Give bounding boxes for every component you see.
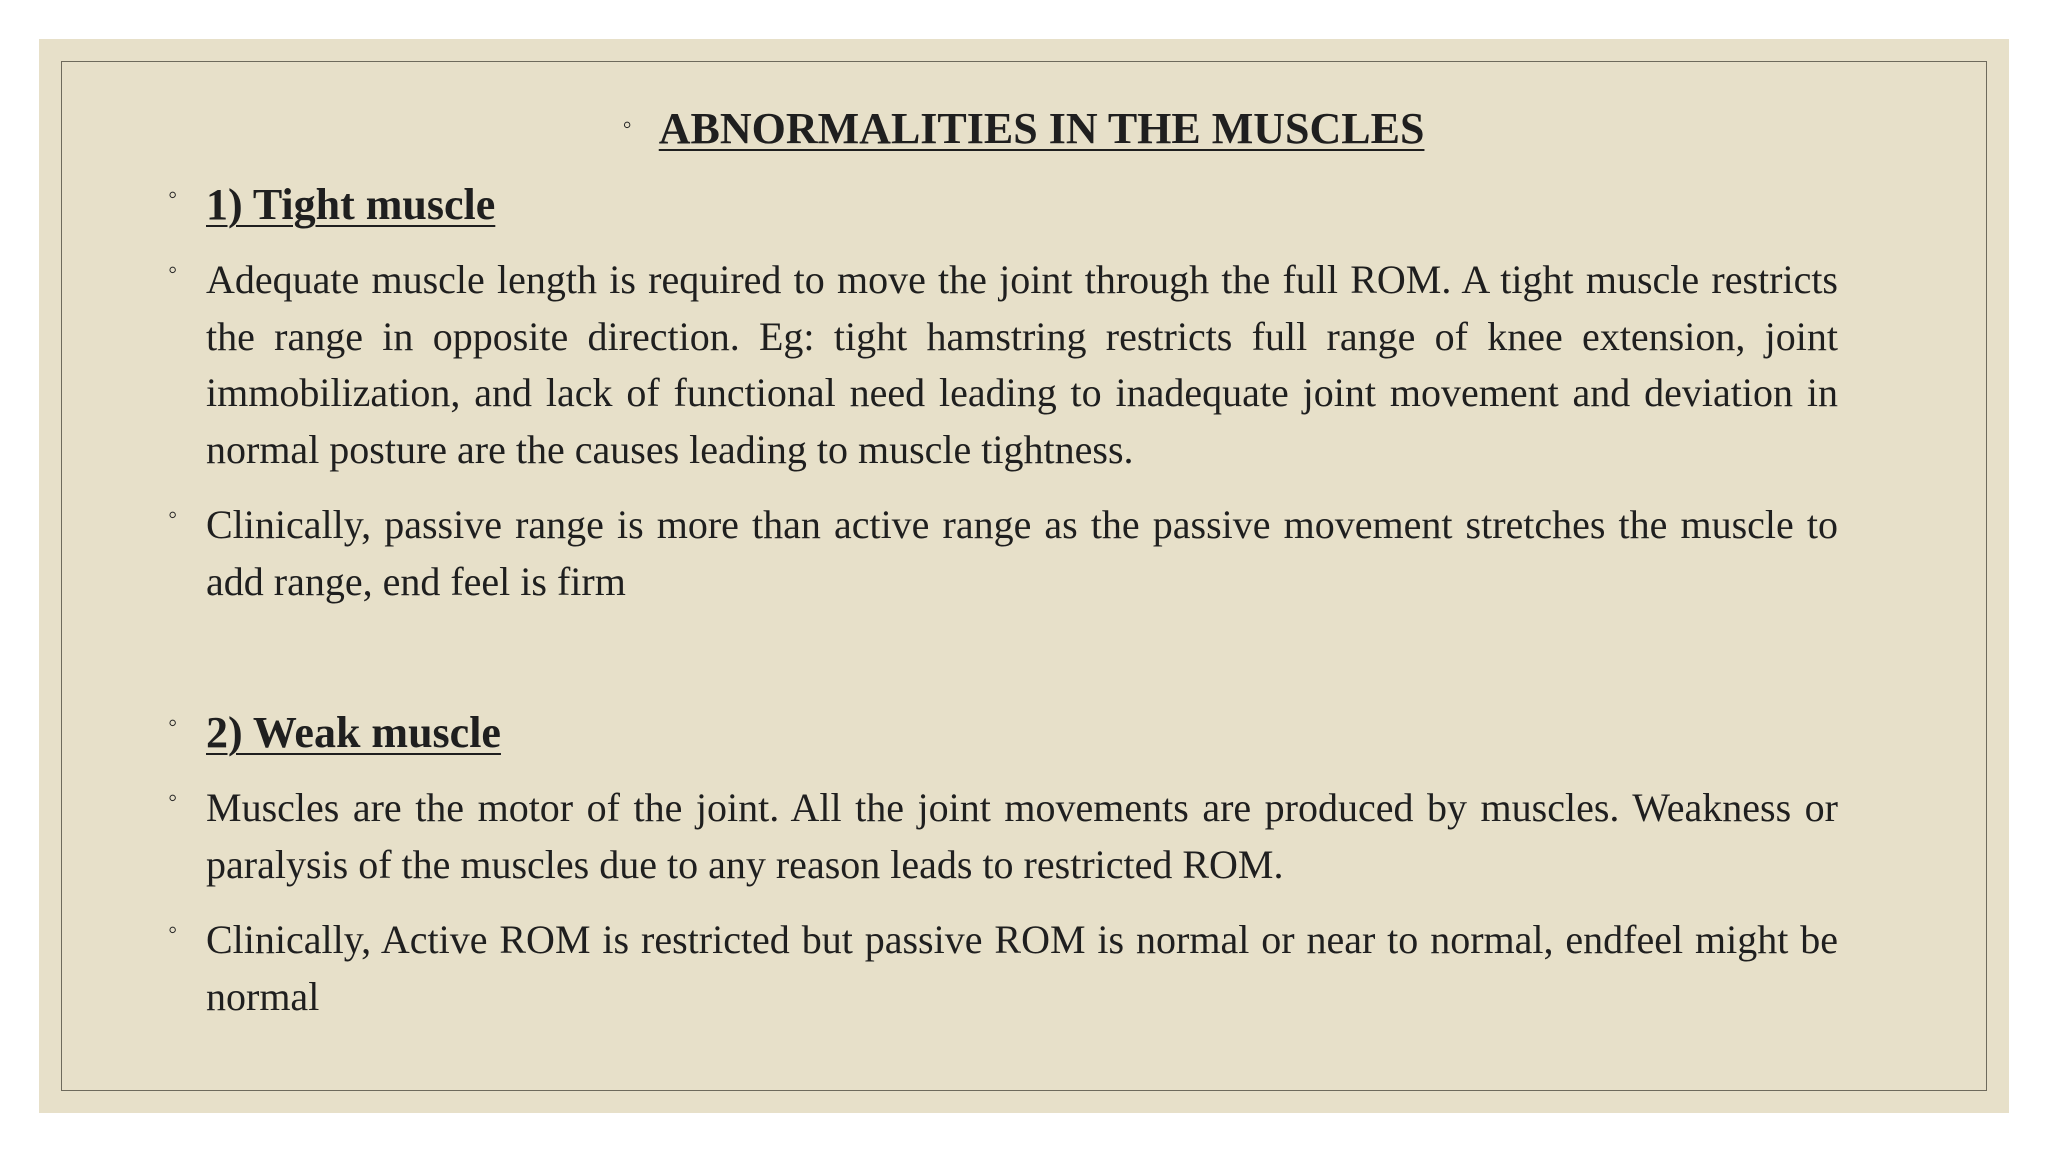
section-1-heading-item [168,177,1866,233]
bullet-icon: ◦ [168,180,178,209]
section-heading-tight-muscle: 1) Tight muscle [206,180,496,229]
bullet-icon: ◦ [168,708,178,737]
paragraph-text: Adequate muscle length is required to move the joint through the full ROM. A tight muscle restricts the range in opposite direction. Eg: tight hamstring restricts full range of knee extension, joint immobilization, and lack of functional need leading to inadequate joint movement and deviation in normal posture are the causes leading to muscle tightness. [206,257,1838,472]
slide-content [168,103,1866,1025]
slide [39,39,2009,1113]
bullet-icon: ◦ [168,255,178,284]
section-1-paragraph-1 [168,252,1866,478]
slide-title: ABNORMALITIES IN THE MUSCLES [658,104,1425,153]
bullet-icon: ◦ [168,500,178,529]
section-2-paragraph-2 [168,912,1866,1025]
paragraph-text: Clinically, Active ROM is restricted but passive ROM is normal or near to normal, endfeel might be normal [206,917,1838,1019]
bullet-icon: ◦ [622,110,632,139]
bullet-icon: ◦ [168,915,178,944]
section-2-paragraph-1 [168,780,1866,893]
paragraph-text: Clinically, passive range is more than active range as the passive movement stretches the muscle to add range, end feel is firm [206,502,1838,604]
section-1-paragraph-2 [168,497,1866,610]
title-row [168,103,1866,177]
bullet-icon: ◦ [168,783,178,812]
paragraph-text: Muscles are the motor of the joint. All the joint movements are produced by muscles. Weakness or paralysis of the muscles due to any reason leads to restricted ROM. [206,785,1838,887]
section-2-heading-item [168,705,1866,761]
section-heading-weak-muscle: 2) Weak muscle [206,708,501,757]
